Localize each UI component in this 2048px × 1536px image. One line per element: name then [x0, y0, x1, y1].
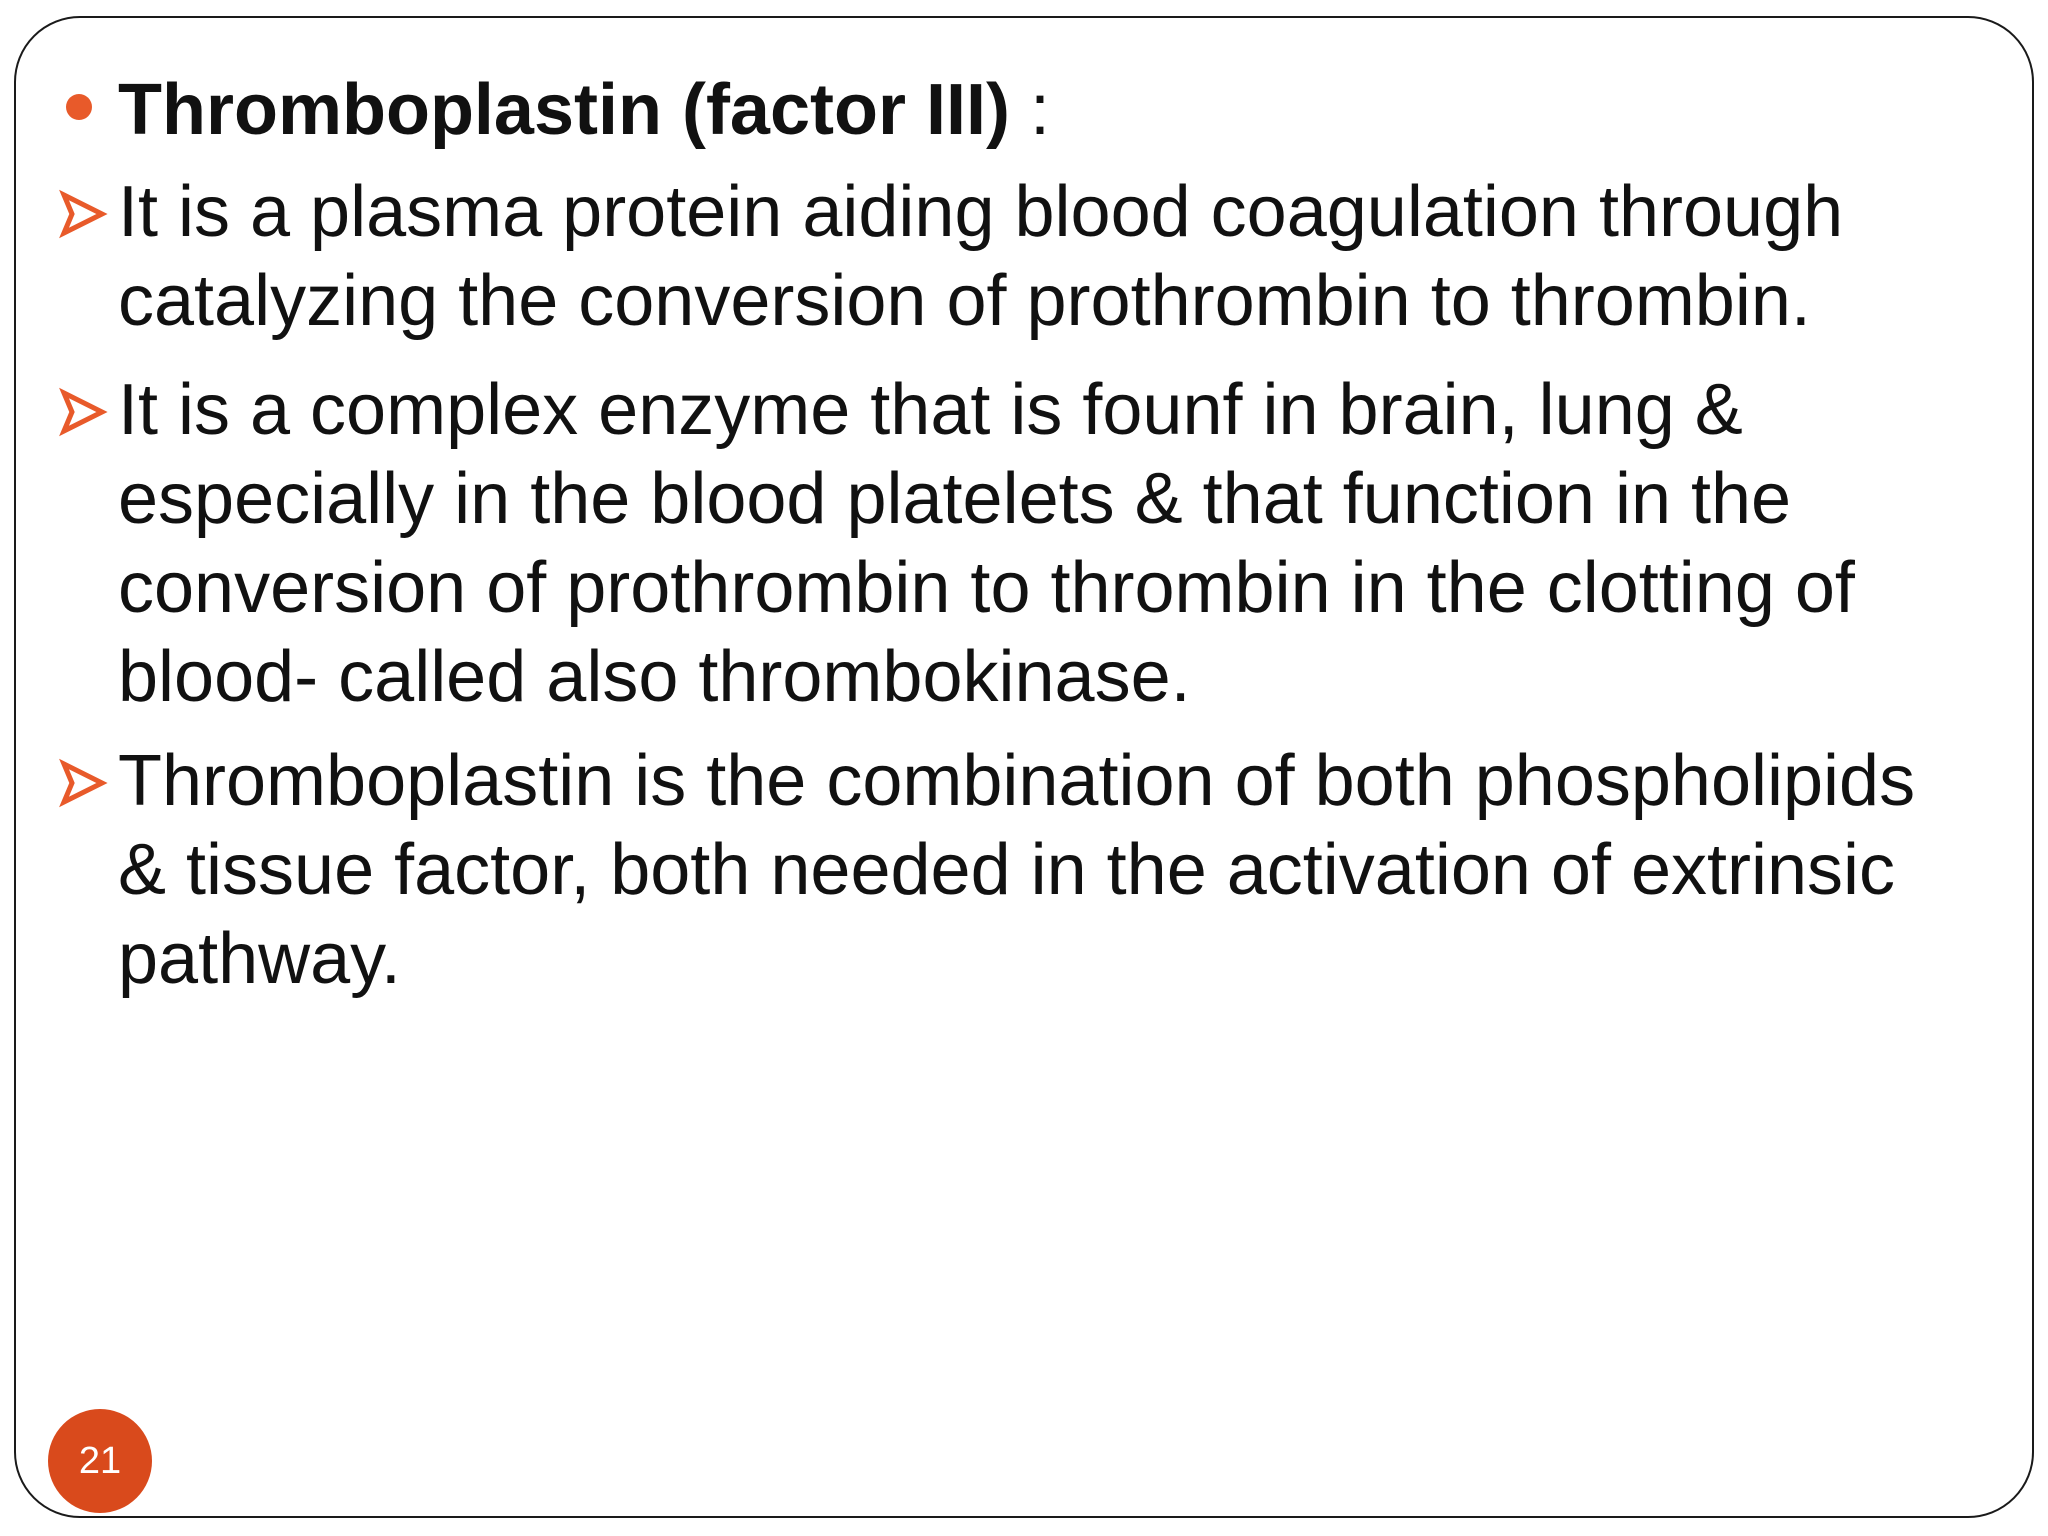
bullet-line: It is a plasma protein aiding blood coagulation through	[118, 172, 1844, 252]
bullet-item-3	[118, 737, 1998, 1004]
arrow-bullet-icon	[58, 387, 108, 437]
bullet-line: & tissue factor, both needed in the activation of extrinsic	[118, 830, 1896, 910]
dot-bullet-icon	[66, 94, 92, 120]
bullet-line: Thromboplastin is the combination of both phospholipids	[118, 741, 1916, 821]
bullet-line: especially in the blood platelets & that function in the	[118, 459, 1792, 539]
bullet-line: catalyzing the conversion of prothrombin to thrombin.	[118, 261, 1811, 341]
bullet-item-1	[118, 168, 1998, 346]
bullet-line: conversion of prothrombin to thrombin in the clotting of	[118, 548, 1855, 628]
bullet-item-2	[118, 366, 1998, 722]
slide-heading	[118, 60, 1050, 160]
bullet-line: It is a complex enzyme that is founf in brain, lung &	[118, 370, 1743, 450]
slide-frame	[14, 16, 2034, 1518]
heading-suffix: :	[1009, 70, 1050, 150]
heading-title: Thromboplastin (factor III)	[118, 70, 1010, 150]
bullet-line: blood- called also thrombokinase.	[118, 637, 1191, 717]
arrow-bullet-icon	[58, 758, 108, 808]
page-number-badge: 21	[48, 1409, 152, 1513]
arrow-bullet-icon	[58, 189, 108, 239]
bullet-line: pathway.	[118, 919, 401, 999]
